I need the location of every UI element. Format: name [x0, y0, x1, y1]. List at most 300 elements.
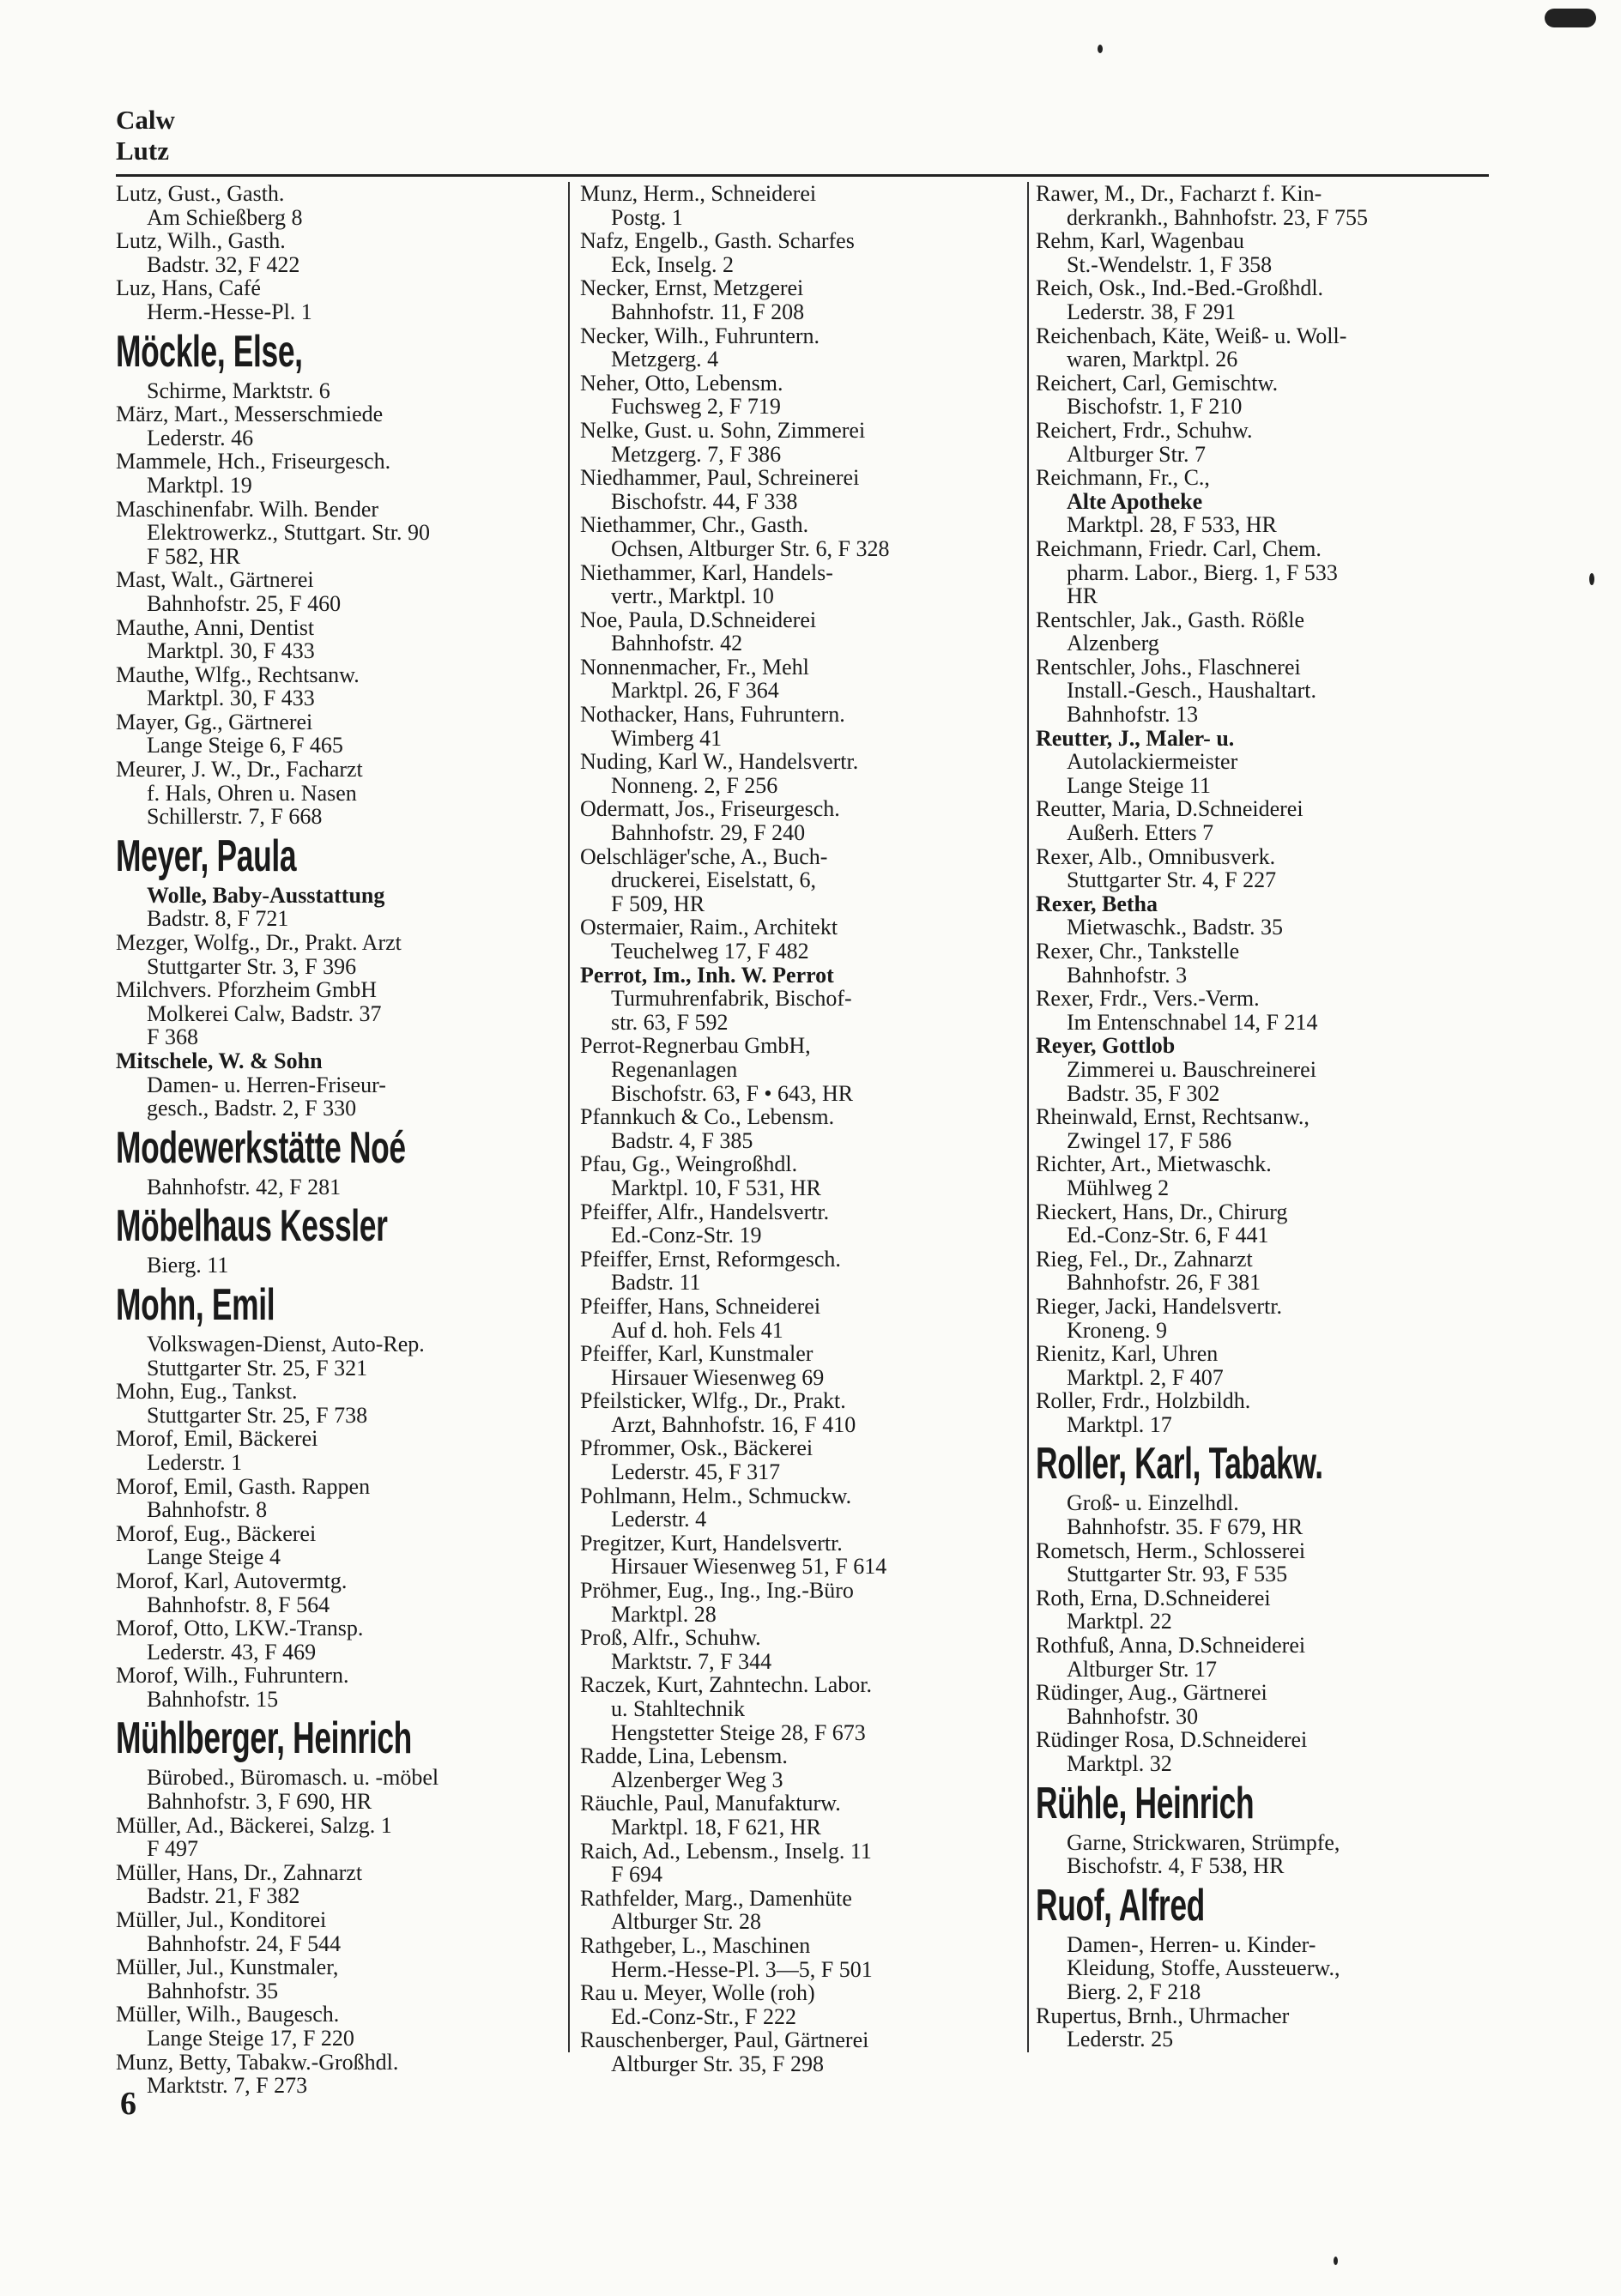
directory-entry [116, 1616, 571, 1664]
entry-name: Noe, Paula, D.Schneiderei [580, 607, 817, 632]
directory-entry [580, 915, 1032, 963]
entry-name: Mauthe, Anni, Dentist [116, 614, 315, 640]
entry-name: Reutter, Maria, D.Schneiderei [1036, 796, 1303, 822]
entry-name: Roller, Frdr., Holzbildh. [1036, 1388, 1251, 1414]
directory-entry [580, 1034, 1032, 1105]
entry-name: Niedhammer, Paul, Schreinerei [580, 465, 860, 491]
entry-name: Morof, Eug., Bäckerei [116, 1520, 317, 1546]
entry-name: Morof, Emil, Bäckerei [116, 1426, 318, 1452]
entry-detail: Badstr. 35, F 302 [1067, 1080, 1220, 1106]
entry-detail: Badstr. 11 [611, 1270, 701, 1296]
entry-name: Maschinenfabr. Wilh. Bender [116, 496, 379, 522]
directory-entry [1036, 1342, 1489, 1389]
directory-entry [580, 1840, 1032, 1887]
entry-name: Nothacker, Hans, Fuhruntern. [580, 702, 845, 728]
entry-detail: Ochsen, Altburger Str. 6, F 328 [611, 535, 890, 561]
directory-entry [116, 1049, 571, 1121]
entry-name: Rieckert, Hans, Dr., Chirurg [1036, 1199, 1288, 1224]
entry-detail: Regenanlagen [611, 1056, 738, 1082]
entry-detail: Bahnhofstr. 15 [147, 1686, 279, 1712]
entry-detail: Bahnhofstr. 13 [1067, 702, 1199, 728]
entry-detail: Bahnhofstr. 26, F 381 [1067, 1270, 1261, 1296]
entry-detail: Arzt, Bahnhofstr. 16, F 410 [611, 1411, 856, 1437]
directory-entry [116, 450, 571, 497]
entry-detail: str. 63, F 592 [611, 1009, 729, 1035]
directory-entry [1036, 1248, 1489, 1295]
directory-entry [580, 1389, 1032, 1436]
entry-detail: vertr., Marktpl. 10 [611, 583, 774, 609]
entry-name: Necker, Wilh., Fuhruntern. [580, 323, 820, 348]
entry-name: Reich, Osk., Ind.-Bed.-Großhdl. [1036, 275, 1324, 301]
entry-detail: Marktpl. 22 [1067, 1609, 1172, 1634]
directory-entry [1036, 1034, 1489, 1105]
directory-entry [580, 324, 1032, 372]
entry-name: Müller, Wilh., Baugesch. [116, 2002, 340, 2027]
entry-detail: Marktpl. 19 [147, 472, 252, 498]
directory-entry [116, 1861, 571, 1908]
directory-entry [116, 931, 571, 978]
entry-name: Rehm, Karl, Wagenbau [1036, 228, 1244, 254]
directory-entry [580, 797, 1032, 844]
entry-detail: Damen- u. Herren-Friseur- [147, 1072, 386, 1097]
featured-entry-detail: Groß- u. Einzelhdl. [1067, 1490, 1239, 1516]
entry-name: Reichert, Frdr., Schuhw. [1036, 417, 1253, 443]
directory-entry [1036, 1681, 1489, 1728]
directory-entry [1036, 1389, 1489, 1436]
entry-name: Nonnenmacher, Fr., Mehl [580, 654, 809, 680]
directory-entry [580, 372, 1032, 419]
entry-name: Roth, Erna, D.Schneiderei [1036, 1585, 1271, 1610]
entry-detail: waren, Marktpl. 26 [1067, 347, 1238, 372]
entry-detail: F 497 [147, 1836, 198, 1862]
directory-entry [1036, 2004, 1489, 2051]
entry-detail: Bahnhofstr. 8 [147, 1497, 268, 1523]
entry-detail: Lederstr. 25 [1067, 2027, 1174, 2052]
entry-name: Pfeiffer, Ernst, Reformgesch. [580, 1246, 841, 1272]
directory-entry [1036, 182, 1489, 229]
entry-detail: Turmuhrenfabrik, Bischof- [611, 986, 852, 1012]
directory-entry [116, 2051, 571, 2098]
entry-name: Müller, Ad., Bäckerei, Salzg. 1 [116, 1812, 392, 1838]
featured-entry-detail: Kleidung, Stoffe, Aussteuerw., [1067, 1955, 1340, 1981]
featured-entry [116, 1121, 571, 1199]
entry-name: Müller, Hans, Dr., Zahnarzt [116, 1859, 363, 1885]
ink-speck [1589, 573, 1594, 585]
entry-detail: Bahnhofstr. 25, F 460 [147, 590, 342, 616]
entry-detail: Postg. 1 [611, 204, 683, 230]
directory-entry [1036, 419, 1489, 466]
featured-entry-detail: Badstr. 8, F 721 [147, 906, 289, 932]
entry-detail: Nonneng. 2, F 256 [611, 772, 778, 798]
entry-detail: Stuttgarter Str. 3, F 396 [147, 953, 357, 979]
directory-entry [1036, 1295, 1489, 1342]
directory-entry [1036, 1200, 1489, 1248]
entry-detail: gesch., Badstr. 2, F 330 [147, 1096, 357, 1121]
featured-entry [116, 1711, 571, 1813]
entry-detail: Marktpl. 28 [611, 1601, 717, 1627]
directory-entry [1036, 229, 1489, 276]
directory-entry [580, 1295, 1032, 1342]
entry-name: Rathgeber, L., Maschinen [580, 1932, 811, 1958]
featured-entry-name: Mühlberger, Heinrich [116, 1713, 412, 1764]
directory-entry [116, 402, 571, 450]
entry-detail: Molkerei Calw, Badstr. 37 [147, 1000, 382, 1026]
directory-entry [1036, 940, 1489, 987]
entry-detail: Hirsauer Wiesenweg 69 [611, 1364, 825, 1390]
featured-entry-name: Meyer, Paula [116, 831, 297, 881]
entry-detail: Im Entenschnabel 14, F 214 [1067, 1009, 1318, 1035]
entry-detail: Mühlweg 2 [1067, 1175, 1170, 1200]
entry-detail: Stuttgarter Str. 25, F 738 [147, 1402, 368, 1428]
directory-entry [580, 276, 1032, 323]
entry-detail: Lederstr. 1 [147, 1449, 243, 1475]
directory-entry [580, 182, 1032, 229]
entry-name: Lutz, Wilh., Gasth. [116, 228, 286, 254]
entry-name: Richter, Art., Mietwaschk. [1036, 1151, 1272, 1177]
entry-detail: Wimberg 41 [611, 725, 723, 751]
entry-detail: Alzenberg [1067, 631, 1159, 656]
entry-name: Rüdinger Rosa, D.Schneiderei [1036, 1727, 1308, 1753]
directory-entry [116, 1522, 571, 1569]
directory-entry [1036, 324, 1489, 372]
directory-entry [580, 1744, 1032, 1791]
entry-detail: Ed.-Conz-Str. 6, F 441 [1067, 1223, 1269, 1248]
entry-name: Necker, Ernst, Metzgerei [580, 275, 804, 301]
entry-detail: Am Schießberg 8 [147, 204, 303, 230]
entry-name: März, Mart., Messerschmiede [116, 402, 384, 427]
featured-entry-detail: Bürobed., Büromasch. u. -möbel [147, 1765, 439, 1791]
entry-detail: Kroneng. 9 [1067, 1317, 1167, 1343]
entry-name: Pfeiffer, Alfr., Handelsvertr. [580, 1199, 830, 1224]
directory-entry [580, 1887, 1032, 1934]
featured-entry-name: Möckle, Else, [116, 326, 303, 377]
ink-speck [1098, 45, 1103, 53]
featured-entry-detail: Bahnhofstr. 35. F 679, HR [1067, 1514, 1303, 1540]
entry-name: Proß, Alfr., Schuhw. [580, 1625, 761, 1651]
featured-entry-name: Ruof, Alfred [1036, 1880, 1205, 1930]
entry-detail: f. Hals, Ohren u. Nasen [147, 780, 357, 806]
featured-entry-detail: Damen-, Herren- u. Kinder- [1067, 1931, 1316, 1957]
entry-name: Mauthe, Wlfg., Rechtsanw. [116, 662, 360, 687]
entry-detail: pharm. Labor., Bierg. 1, F 533 [1067, 559, 1338, 585]
entry-name: Rexer, Frdr., Vers.-Verm. [1036, 986, 1260, 1012]
directory-entry [116, 1569, 571, 1616]
entry-detail: Eck, Inselg. 2 [611, 251, 734, 277]
page-header [116, 105, 175, 166]
directory-entry [1036, 537, 1489, 608]
entry-name: Rüdinger, Aug., Gärtnerei [1036, 1680, 1267, 1706]
entry-name: Morof, Otto, LKW.-Transp. [116, 1616, 364, 1641]
directory-entry [116, 276, 571, 323]
featured-entry [116, 324, 571, 403]
directory-entry [580, 1484, 1032, 1532]
featured-entry-detail: Bierg. 2, F 218 [1067, 1979, 1201, 2004]
directory-entry [1036, 987, 1489, 1034]
entry-detail: Teuchelweg 17, F 482 [611, 939, 809, 964]
entry-name: Ostermaier, Raim., Architekt [580, 915, 838, 940]
column-3 [1036, 182, 1489, 2051]
featured-entry [116, 1278, 571, 1380]
entry-name: Radde, Lina, Lebensm. [580, 1743, 788, 1769]
entry-detail: Lederstr. 38, F 291 [1067, 299, 1237, 324]
directory-entry [1036, 276, 1489, 323]
featured-entry-detail: Bischofstr. 4, F 538, HR [1067, 1853, 1285, 1879]
entry-name: Pohlmann, Helm., Schmuckw. [580, 1483, 852, 1508]
entry-detail: Schillerstr. 7, F 668 [147, 804, 323, 830]
entry-detail: Marktpl. 28, F 533, HR [1067, 512, 1277, 538]
entry-detail: Zwingel 17, F 586 [1067, 1127, 1232, 1153]
column-1 [116, 182, 571, 2098]
directory-entry [1036, 1105, 1489, 1152]
entry-name: Rometsch, Herm., Schlosserei [1036, 1538, 1306, 1563]
entry-detail: Badstr. 21, F 382 [147, 1883, 300, 1909]
entry-name: Pfrommer, Osk., Bäckerei [580, 1435, 814, 1461]
entry-name: Rieg, Fel., Dr., Zahnarzt [1036, 1246, 1253, 1272]
featured-entry [116, 829, 571, 931]
entry-name: Rauschenberger, Paul, Gärtnerei [580, 2027, 869, 2053]
directory-entry [116, 498, 571, 569]
directory-entry [116, 1664, 571, 1711]
entry-name: Rothfuß, Anna, D.Schneiderei [1036, 1633, 1306, 1659]
entry-detail: Lange Steige 17, F 220 [147, 2026, 354, 2051]
directory-entry [1036, 466, 1489, 537]
entry-detail: Mietwaschk., Badstr. 35 [1067, 915, 1284, 940]
entry-detail: Lederstr. 43, F 469 [147, 1639, 317, 1665]
directory-entry [580, 1579, 1032, 1626]
entry-name: Meurer, J. W., Dr., Facharzt [116, 757, 363, 782]
entry-detail: Bahnhofstr. 30 [1067, 1703, 1199, 1729]
directory-entry [116, 758, 571, 829]
directory-entry [580, 513, 1032, 560]
entry-name: Rawer, M., Dr., Facharzt f. Kin- [1036, 181, 1322, 206]
entry-detail: Install.-Gesch., Haushaltart. [1067, 678, 1316, 704]
entry-detail: Marktstr. 7, F 273 [147, 2073, 308, 2099]
entry-detail: Außerh. Etters 7 [1067, 820, 1214, 846]
featured-entry-detail: Schirme, Marktstr. 6 [147, 378, 330, 403]
entry-detail: Ed.-Conz-Str., F 222 [611, 2003, 796, 2029]
entry-detail: Stuttgarter Str. 93, F 535 [1067, 1562, 1288, 1587]
header-town: Calw [116, 105, 175, 135]
directory-entry [580, 1342, 1032, 1389]
entry-name: Reichmann, Fr., C., [1036, 465, 1210, 491]
entry-detail: HR [1067, 583, 1098, 609]
entry-detail: Bahnhofstr. 42 [611, 631, 743, 656]
directory-entry [1036, 892, 1489, 940]
entry-name: Morof, Emil, Gasth. Rappen [116, 1473, 371, 1499]
entry-detail: Marktpl. 18, F 621, HR [611, 1814, 821, 1840]
entry-name: Niethammer, Karl, Handels- [580, 559, 833, 585]
featured-entry-detail: Bahnhofstr. 42, F 281 [147, 1174, 342, 1199]
directory-entry [580, 656, 1032, 703]
directory-entry [116, 1380, 571, 1427]
entry-detail: Bahnhofstr. 35 [147, 1978, 279, 2003]
entry-detail: Marktpl. 30, F 433 [147, 638, 315, 664]
entry-name: Rau u. Meyer, Wolle (roh) [580, 1980, 815, 2006]
entry-name: Luz, Hans, Café [116, 275, 261, 301]
entry-detail: Marktpl. 26, F 364 [611, 678, 779, 704]
entry-name: Mohn, Eug., Tankst. [116, 1379, 298, 1405]
entry-name: Milchvers. Pforzheim GmbH [116, 977, 378, 1003]
entry-detail: Lederstr. 45, F 317 [611, 1459, 781, 1485]
entry-name: Pfau, Gg., Weingroßhdl. [580, 1151, 798, 1177]
directory-entry [116, 1475, 571, 1522]
directory-entry [580, 1532, 1032, 1579]
directory-entry [116, 710, 571, 758]
entry-detail: druckerei, Eiselstatt, 6, [611, 867, 816, 893]
entry-name: Munz, Herm., Schneiderei [580, 181, 817, 206]
entry-detail: Elektrowerkz., Stuttgart. Str. 90 [147, 520, 431, 546]
column-divider [1027, 182, 1029, 2052]
entry-detail: u. Stahltechnik [611, 1696, 745, 1721]
directory-entry [1036, 797, 1489, 844]
entry-detail: Bahnhofstr. 3 [1067, 962, 1188, 988]
entry-name: Mitschele, W. & Sohn [116, 1048, 323, 1073]
entry-name: Morof, Karl, Autovermtg. [116, 1568, 348, 1593]
entry-name: Nafz, Engelb., Gasth. Scharfes [580, 228, 855, 254]
entry-name: Morof, Wilh., Fuhruntern. [116, 1663, 349, 1689]
entry-name: Perrot, Im., Inh. W. Perrot [580, 962, 834, 988]
entry-detail: Marktpl. 32 [1067, 1751, 1172, 1776]
header-rule [116, 174, 1489, 177]
directory-entry [580, 1248, 1032, 1295]
entry-name: Rheinwald, Ernst, Rechtsanw., [1036, 1104, 1310, 1130]
entry-detail: Metzgerg. 4 [611, 347, 719, 372]
featured-entry-name: Modewerkstätte Noé [116, 1122, 406, 1173]
entry-detail: Lange Steige 4 [147, 1544, 281, 1570]
directory-entry [116, 2003, 571, 2050]
featured-entry-detail: Bierg. 11 [147, 1253, 229, 1278]
directory-entry [580, 229, 1032, 276]
entry-name: Rentschler, Jak., Gasth. Rößle [1036, 607, 1305, 632]
featured-entry [116, 1199, 571, 1278]
directory-entry [580, 964, 1032, 1035]
entry-detail: Lange Steige 6, F 465 [147, 733, 343, 758]
entry-detail: Bahnhofstr. 11, F 208 [611, 299, 805, 324]
entry-detail: Bischofstr. 63, F • 643, HR [611, 1080, 854, 1106]
featured-entry-detail: Stuttgarter Str. 25, F 321 [147, 1355, 368, 1381]
directory-entry [1036, 845, 1489, 892]
directory-entry [116, 1955, 571, 2003]
directory-entry [580, 561, 1032, 608]
entry-detail: Auf d. hoh. Fels 41 [611, 1317, 783, 1343]
directory-entry [580, 845, 1032, 916]
entry-detail: Altburger Str. 35, F 298 [611, 2051, 824, 2076]
entry-detail: Lederstr. 4 [611, 1507, 707, 1532]
entry-detail: Ed.-Conz-Str. 19 [611, 1223, 762, 1248]
entry-name: Pfeilsticker, Wlfg., Dr., Prakt. [580, 1388, 846, 1414]
entry-detail: Metzgerg. 7, F 386 [611, 441, 782, 467]
entry-detail: Badstr. 32, F 422 [147, 251, 300, 277]
entry-detail: Stuttgarter Str. 4, F 227 [1067, 867, 1277, 893]
entry-detail: Herm.-Hesse-Pl. 3—5, F 501 [611, 1956, 873, 1982]
entry-detail: Bahnhofstr. 24, F 544 [147, 1930, 342, 1956]
directory-entry [580, 1200, 1032, 1248]
entry-name: Rexer, Alb., Omnibusverk. [1036, 843, 1276, 869]
featured-entry-detail: Garne, Strickwaren, Strümpfe, [1067, 1829, 1340, 1855]
entry-name: Mast, Walt., Gärtnerei [116, 567, 314, 593]
directory-entry [580, 1981, 1032, 2028]
entry-name: Pfannkuch & Co., Lebensm. [580, 1104, 835, 1130]
directory-entry [580, 1626, 1032, 1673]
directory-entry [580, 1105, 1032, 1152]
directory-entry [116, 1814, 571, 1861]
featured-entry-name: Mohn, Emil [116, 1279, 275, 1330]
entry-name: Niethammer, Chr., Gasth. [580, 512, 809, 538]
entry-name: Nuding, Karl W., Handelsvertr. [580, 749, 859, 775]
directory-entry [1036, 1586, 1489, 1634]
entry-detail: F 509, HR [611, 891, 705, 916]
directory-entry [580, 703, 1032, 750]
featured-entry-name: Rühle, Heinrich [1036, 1778, 1255, 1828]
entry-detail: Marktpl. 30, F 433 [147, 686, 315, 711]
entry-name: Räuchle, Paul, Manufakturw. [580, 1791, 841, 1816]
entry-name: Müller, Jul., Kunstmaler, [116, 1955, 339, 1980]
directory-entry [580, 750, 1032, 797]
column-divider [568, 182, 570, 2052]
entry-name: Pröhmer, Eug., Ing., Ing.-Büro [580, 1578, 854, 1604]
directory-entry [1036, 1539, 1489, 1586]
entry-detail: Badstr. 4, F 385 [611, 1127, 753, 1153]
entry-name: Reyer, Gottlob [1036, 1033, 1176, 1059]
header-keyword: Lutz [116, 136, 169, 166]
entry-detail: Lange Steige 11 [1067, 772, 1211, 798]
entry-detail: Altburger Str. 17 [1067, 1656, 1218, 1682]
entry-detail: Altburger Str. 28 [611, 1909, 762, 1935]
directory-entry [580, 1152, 1032, 1199]
entry-detail: Alte Apotheke [1067, 488, 1203, 514]
entry-detail: Herm.-Hesse-Pl. 1 [147, 299, 312, 324]
entry-name: Rupertus, Brnh., Uhrmacher [1036, 2003, 1290, 2028]
directory-entry [1036, 1728, 1489, 1775]
entry-detail: Autolackiermeister [1067, 749, 1238, 775]
column-2 [580, 182, 1032, 2076]
directory-entry [580, 466, 1032, 513]
featured-entry-detail: Wolle, Baby-Ausstattung [147, 882, 385, 908]
featured-entry-detail: Bahnhofstr. 3, F 690, HR [147, 1789, 372, 1815]
entry-detail: Marktstr. 7, F 344 [611, 1648, 772, 1674]
entry-name: Reichenbach, Käte, Weiß- u. Woll- [1036, 323, 1347, 348]
entry-name: Mayer, Gg., Gärtnerei [116, 709, 313, 734]
featured-entry-detail: Volkswagen-Dienst, Auto-Rep. [147, 1331, 425, 1356]
entry-detail: Hirsauer Wiesenweg 51, F 614 [611, 1554, 887, 1580]
entry-name: Rienitz, Karl, Uhren [1036, 1341, 1219, 1367]
ink-blot [1545, 9, 1596, 27]
entry-name: Raich, Ad., Lebensm., Inselg. 11 [580, 1838, 872, 1864]
featured-entry-name: Roller, Karl, Tabakw. [1036, 1439, 1323, 1489]
entry-name: Rathfelder, Marg., Damenhüte [580, 1885, 852, 1911]
directory-entry [1036, 727, 1489, 798]
entry-detail: Zimmerei u. Bauschreinerei [1067, 1056, 1316, 1082]
entry-name: Rentschler, Johs., Flaschnerei [1036, 654, 1301, 680]
entry-name: Müller, Jul., Konditorei [116, 1907, 327, 1933]
entry-detail: F 582, HR [147, 543, 241, 569]
entry-name: Neher, Otto, Lebensm. [580, 370, 783, 396]
featured-entry-name: Möbelhaus Kessler [116, 1201, 388, 1252]
entry-name: Rexer, Betha [1036, 891, 1158, 916]
directory-entry [116, 1427, 571, 1474]
entry-detail: Bischofstr. 1, F 210 [1067, 394, 1243, 420]
directory-entry [580, 2028, 1032, 2075]
entry-name: Reutter, J., Maler- u. [1036, 725, 1235, 751]
entry-name: Munz, Betty, Tabakw.-Großhdl. [116, 2049, 399, 2075]
entry-detail: Bischofstr. 44, F 338 [611, 488, 798, 514]
entry-detail: Altburger Str. 7 [1067, 441, 1207, 467]
entry-detail: Alzenberger Weg 3 [611, 1767, 783, 1792]
featured-entry [1036, 1436, 1489, 1538]
page-number: 6 [120, 2086, 136, 2122]
entry-name: Perrot-Regnerbau GmbH, [580, 1033, 811, 1059]
entry-name: Nelke, Gust. u. Sohn, Zimmerei [580, 417, 866, 443]
